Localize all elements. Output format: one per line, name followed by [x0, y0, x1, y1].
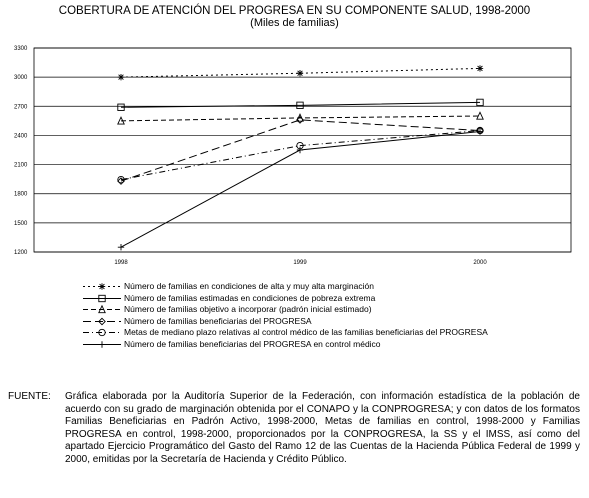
- series-6: [118, 128, 483, 250]
- y-tick-label: 3300: [14, 46, 28, 52]
- y-tick-label: 1200: [14, 250, 28, 256]
- x-tick-label: 1998: [114, 260, 128, 266]
- source-text: Gráfica elaborada por la Auditoría Superior de la Federación, con información estadística de la población de acuerdo con su grado de marginación obtenida por el CONAPO y la CONPROGRESA; y con datos de los formatos Familias Beneficiarias en Padrón Activo, 1998-2000, Metas de familias en control, 1998-2000 y Familias PROGRESA en control, 1998-2000, proporcionados por la CONPROGRESA, la SS y el IMSS, así como del apartado Ejercicio Programático del Gasto del Ramo 12 de las Cuentas de la Hacienda Pública Federal de 1999 y 2000, emitidas por la Secretaría de Hacienda y Crédito Público.: [65, 391, 580, 465]
- legend-label: Número de familias objetivo a incorporar (padrón inicial estimado): [124, 304, 372, 314]
- series-1: [118, 65, 483, 80]
- x-tick-label: 2000: [473, 260, 487, 266]
- chart-title: COBERTURA DE ATENCIÓN DEL PROGRESA EN SU COMPONENTE SALUD, 1998-2000: [58, 5, 531, 17]
- source-label: FUENTE:: [8, 391, 51, 402]
- legend-label: Número de familias en condiciones de alta y muy alta marginación: [124, 281, 374, 291]
- legend-label: Número de familias beneficiarias del PROGRESA: [124, 315, 312, 326]
- legend-marker: [99, 341, 105, 347]
- series-2: [118, 99, 483, 110]
- chart-subtitle: (Miles de familias): [250, 17, 339, 29]
- legend-swatch: [80, 281, 124, 292]
- y-tick-label: 3000: [14, 75, 28, 82]
- data-point: [118, 74, 124, 80]
- legend-marker: [99, 283, 105, 289]
- series-line: [121, 131, 480, 180]
- legend-swatch: [80, 316, 124, 327]
- data-point: [297, 70, 303, 76]
- legend-swatch: [80, 339, 124, 350]
- legend-label: Número de familias estimadas en condiciones de pobreza extrema: [124, 292, 376, 303]
- y-tick-label: 2400: [14, 133, 28, 140]
- legend-swatch: [80, 327, 124, 338]
- x-tick-label: 1999: [293, 260, 307, 266]
- legend-label: Número de familias beneficiarias del PROGRESA en control médico: [124, 338, 381, 349]
- legend-swatch: [80, 304, 124, 315]
- series-line: [121, 120, 480, 181]
- legend-label: Metas de mediano plazo relativas al control médico de las familias beneficiarias del PROGRESA: [124, 327, 488, 337]
- series-4: [118, 117, 483, 185]
- data-point: [477, 65, 483, 71]
- y-tick-label: 1800: [14, 191, 28, 198]
- legend-swatch: [80, 293, 124, 304]
- y-tick-label: 2100: [14, 162, 28, 169]
- data-point: [118, 244, 124, 250]
- y-tick-label: 2700: [14, 104, 28, 111]
- y-tick-label: 1500: [14, 220, 28, 227]
